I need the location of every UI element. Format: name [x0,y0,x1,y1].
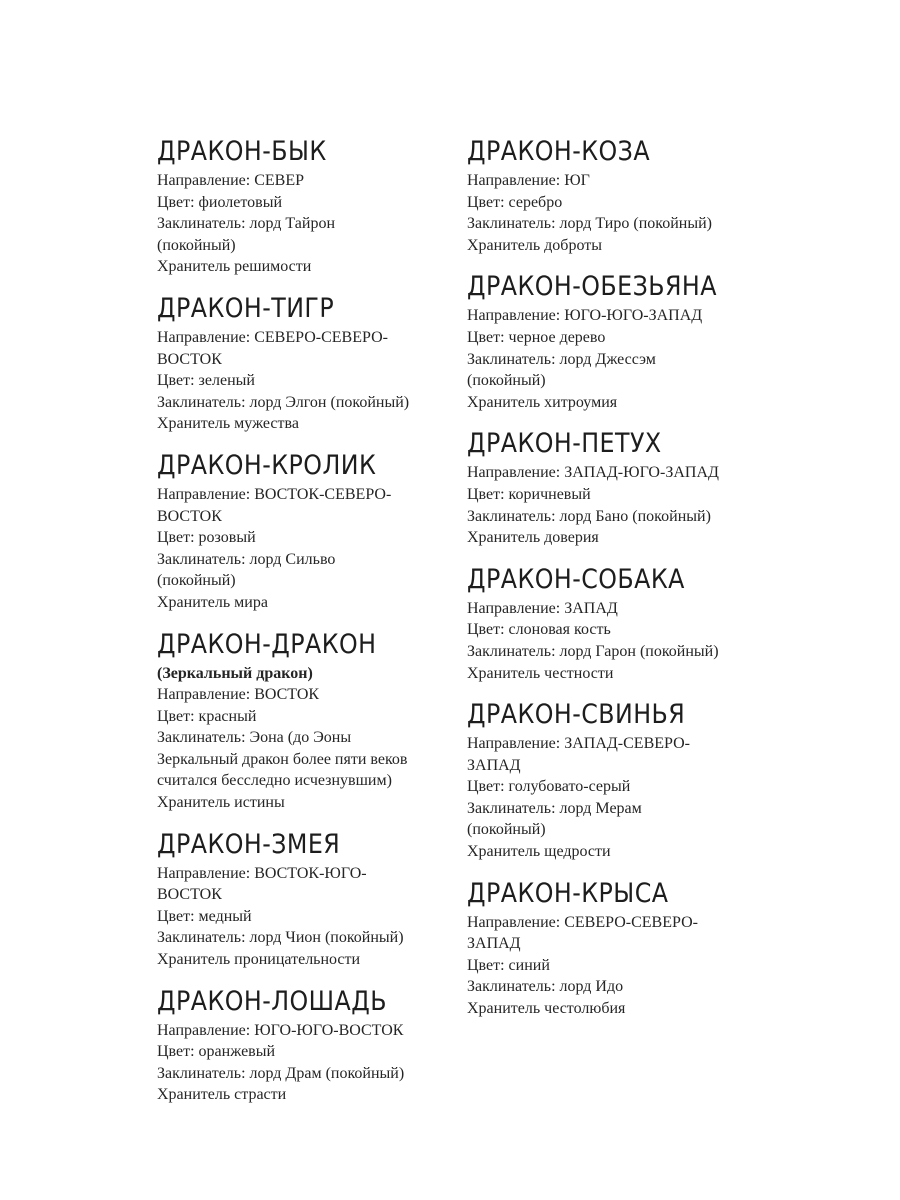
dragon-entry-detail-line: считался бесследно исчезнувшим) [157,772,392,790]
right-column [467,134,757,1033]
dragon-entry-detail-line: Заклинатель: лорд Драм (покойный) [157,1064,405,1082]
dragon-entry-detail-line: Направление: ЮГО-ЮГО-ЗАПАД [467,307,703,325]
dragon-entry-detail-line: Заклинатель: лорд Сильво [157,550,336,568]
dragon-entry-detail-line: (покойный) [157,236,236,254]
dragon-entry-detail-line: ВОСТОК [157,507,222,525]
dragon-entry-detail-line: Зеркальный дракон более пяти веков [157,750,408,768]
dragon-entry-detail-line: Направление: ЮГО-ЮГО-ВОСТОК [157,1021,404,1039]
dragon-entry-detail-line: Хранитель хитроумия [467,393,618,411]
dragon-entry-detail-line: Заклинатель: лорд Идо [467,978,624,996]
dragon-entry-detail-line: Хранитель мира [157,593,268,611]
dragon-entry-title: ДРАКОН-БЫК [157,136,327,167]
dragon-entry-detail-line: Цвет: черное дерево [467,328,606,346]
dragon-entry-detail-line: Хранитель проницательности [157,951,361,969]
dragon-entry-title: ДРАКОН-ТИГР [157,292,335,324]
dragon-entry-detail-line: (покойный) [467,372,546,390]
dragon-entry-detail-line: Направление: ВОСТОК-ЮГО- [157,864,367,882]
dragon-entry-subtitle: (Зеркальный дракон) [157,664,313,682]
dragon-entry-detail-line: Цвет: слоновая кость [467,621,611,639]
dragon-entry-дракон-бык [157,134,447,278]
dragon-entry-detail-line: Хранитель щедрости [467,843,611,861]
dragon-entry-title: ДРАКОН-ДРАКОН [157,628,377,660]
dragon-entry-detail-line: Направление: ЗАПАД-ЮГО-ЗАПАД [467,464,719,482]
dragon-entry-дракон-кролик [157,448,447,614]
dragon-entry-detail-line: ВОСТОК [157,886,222,904]
dragon-entry-дракон-петух [467,426,757,548]
dragon-entry-detail-line: Хранитель доверия [467,529,599,547]
dragon-entry-title: ДРАКОН-ЗМЕЯ [157,828,341,860]
dragon-entry-дракон-дракон [157,627,447,814]
dragon-entry-дракон-свинья [467,697,757,863]
dragon-entry-detail-line: Цвет: красный [157,707,257,725]
dragon-entry-detail-line: Хранитель решимости [157,258,312,276]
dragon-entry-detail-line: Хранитель страсти [157,1086,287,1104]
dragon-entry-detail-line: Цвет: зеленый [157,372,255,390]
dragon-entry-detail-line: Цвет: фиолетовый [157,193,283,211]
dragon-entry-дракон-собака [467,562,757,684]
dragon-entry-detail-line: ЗАПАД [467,935,521,953]
left-column [157,134,447,1119]
dragon-entry-detail-line: Хранитель мужества [157,415,299,433]
dragon-entry-detail-line: Цвет: синий [467,956,550,974]
dragon-entry-detail-line: Заклинатель: лорд Чион (покойный) [157,929,404,947]
dragon-entry-title: ДРАКОН-ПЕТУХ [467,428,662,460]
dragon-entry-detail-line: Цвет: серебро [467,193,563,211]
dragon-entry-detail-line: ЗАПАД [467,756,521,774]
dragon-entry-detail-line: (покойный) [157,572,236,590]
dragon-entry-дракон-змея [157,827,447,971]
dragon-entry-detail-line: Направление: ВОСТОК [157,686,320,704]
dragon-entry-detail-line: Цвет: оранжевый [157,1043,276,1061]
dragon-entry-detail-line: Заклинатель: лорд Гарон (покойный) [467,642,719,660]
dragon-entry-detail-line: Цвет: медный [157,907,252,925]
dragon-entry-detail-line: Хранитель истины [157,794,285,812]
dragon-entry-title: ДРАКОН-СОБАКА [467,563,685,595]
dragon-entry-дракон-обезьяна [467,269,757,413]
dragon-entry-detail-line: Направление: ЗАПАД [467,599,618,617]
dragon-entry-detail-line: Заклинатель: лорд Мерам [467,799,642,817]
dragon-entry-detail-line: Направление: СЕВЕРО-СЕВЕРО- [467,913,698,931]
dragon-entry-title: ДРАКОН-КОЗА [467,136,651,167]
dragon-entry-дракон-коза [467,134,757,256]
dragon-entry-detail-line: ВОСТОК [157,350,222,368]
dragon-entry-title: ДРАКОН-СВИНЬЯ [467,699,686,731]
dragon-entry-detail-line: Хранитель честности [467,664,614,682]
dragon-entry-detail-line: Заклинатель: Эона (до Эоны [157,729,352,747]
dragon-entry-detail-line: Заклинатель: лорд Бано (покойный) [467,507,711,525]
dragon-entry-detail-line: Цвет: коричневый [467,485,591,503]
dragon-entry-detail-line: Направление: СЕВЕРО-СЕВЕРО- [157,328,388,346]
dragon-entry-detail-line: Хранитель честолюбия [467,1000,626,1018]
dragon-entry-title: ДРАКОН-КРЫСА [467,877,669,909]
dragon-entry-title: ДРАКОН-ОБЕЗЬЯНА [467,271,717,303]
dragon-entry-detail-line: (покойный) [467,821,546,839]
dragon-entry-дракон-лошадь [157,984,447,1106]
dragon-entry-title: ДРАКОН-ЛОШАДЬ [157,985,387,1017]
dragon-entry-detail-line: Направление: СЕВЕР [157,172,304,189]
dragon-entry-дракон-тигр [157,291,447,435]
dragon-entry-detail-line: Направление: ЮГ [467,172,590,189]
dragon-entry-detail-line: Хранитель доброты [467,236,602,254]
dragon-entry-detail-line: Цвет: розовый [157,529,256,547]
dragon-entry-detail-line: Заклинатель: лорд Джессэм [467,350,656,368]
dragon-entry-title: ДРАКОН-КРОЛИК [157,449,377,481]
dragon-entry-detail-line: Заклинатель: лорд Тиро (покойный) [467,215,712,233]
dragon-entry-detail-line: Цвет: голубовато-серый [467,778,631,796]
dragon-entry-дракон-крыса [467,876,757,1020]
dragon-entry-detail-line: Направление: ЗАПАД-СЕВЕРО- [467,735,690,753]
dragon-entry-detail-line: Заклинатель: лорд Элгон (покойный) [157,393,410,411]
dragon-entry-detail-line: Заклинатель: лорд Тайрон [157,215,336,233]
dragon-entry-detail-line: Направление: ВОСТОК-СЕВЕРО- [157,485,392,503]
